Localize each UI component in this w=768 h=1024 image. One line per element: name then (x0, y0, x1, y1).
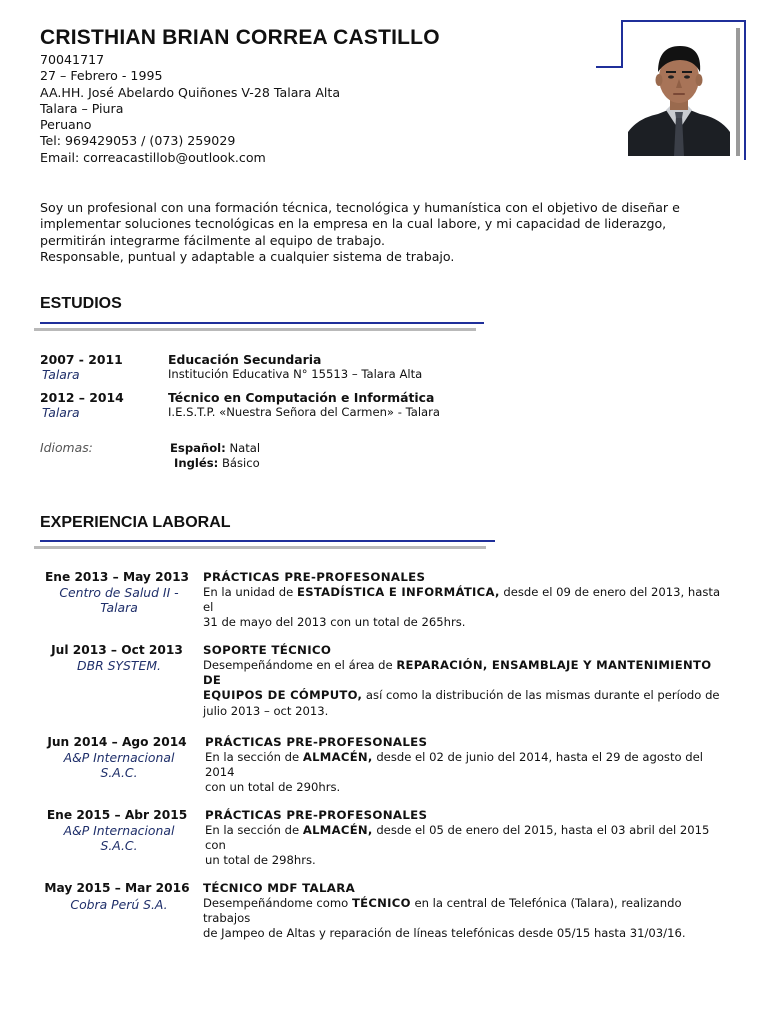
phone-line: Tel: 969429053 / (073) 259029 (40, 133, 236, 149)
job-dates: Jul 2013 – Oct 2013 (51, 643, 183, 657)
job-place (39, 585, 199, 615)
job-place-line: DBR SYSTEM. (77, 658, 161, 673)
job-role: SOPORTE TÉCNICO (203, 643, 332, 657)
experience-heading: EXPERIENCIA LABORAL (40, 514, 231, 531)
job-dates: Ene 2013 – May 2013 (44, 570, 190, 584)
job-place-line: Talara (100, 600, 138, 615)
language-name: Español: (170, 441, 226, 455)
nationality-line: Peruano (40, 117, 92, 133)
study-years: 2007 - 2011 (40, 352, 123, 367)
job-place (39, 658, 199, 673)
job-desc-line: Desempeñándome en el área de REPARACIÓN, ENSAMBLAJE Y MANTENIMIENTO DE (203, 658, 712, 688)
study-degree: Educación Secundaria (168, 352, 322, 367)
job-desc-line: con un total de 290hrs. (205, 780, 341, 795)
studies-rule-grey (34, 328, 476, 331)
profile-photo (628, 34, 730, 156)
study-place: Talara (42, 405, 80, 420)
job-place (39, 750, 199, 780)
language-row (174, 456, 260, 470)
job-desc-line: Desempeñándome como TÉCNICO en la central de Telefónica (Talara), realizando trabajos (203, 896, 682, 926)
job-desc-line: En la sección de ALMACÉN, desde el 02 de junio del 2014, hasta el 29 de agosto del 2014 (205, 750, 704, 780)
address-line: AA.HH. José Abelardo Quiñones V-28 Talara Alta (40, 84, 341, 100)
job-desc-line: En la sección de ALMACÉN, desde el 05 de enero del 2015, hasta el 03 abril del 2015 con (205, 823, 710, 853)
studies-heading: ESTUDIOS (40, 295, 122, 312)
photo-frame-left (621, 20, 623, 68)
job-description (203, 658, 731, 719)
job-place-line: Cobra Perú S.A. (70, 897, 168, 912)
candidate-name: CRISTHIAN BRIAN CORREA CASTILLO (40, 26, 440, 49)
dni-line: 70041717 (40, 52, 105, 67)
summary-paragraph: Soy un profesional con una formación técnica, tecnológica y humanística con el objetivo de diseñar e implementar soluciones tecnológicas en la empresa en la cual labore, y mi capacidad de liderazgo, permitirán integrarme fácilmente al equipo de trabajo. (40, 200, 680, 248)
experience-rule-blue (40, 540, 495, 542)
job-place-line: A&P Internacional (63, 750, 175, 765)
job-role: PRÁCTICAS PRE-PROFESONALES (205, 735, 428, 749)
job-place-line: A&P Internacional (63, 823, 175, 838)
job-desc-line: 31 de mayo del 2013 con un total de 265hrs. (203, 615, 466, 630)
job-desc-line: julio 2013 – oct 2013. (203, 703, 329, 718)
study-years: 2012 – 2014 (40, 390, 124, 405)
language-level: Natal (229, 441, 261, 455)
contact-block (40, 52, 340, 166)
job-dates: May 2015 – Mar 2016 (44, 881, 190, 895)
job-dates: Jun 2014 – Ago 2014 (47, 735, 187, 749)
job-place-line: Centro de Salud II - (59, 585, 179, 600)
photo-shadow (736, 28, 740, 156)
job-dates: Ene 2015 – Abr 2015 (46, 808, 188, 822)
job-description (205, 750, 733, 796)
job-place-line: S.A.C. (100, 838, 138, 853)
languages-label: Idiomas: (40, 440, 93, 455)
experience-rule-grey (34, 546, 486, 549)
birthdate-line: 27 – Febrero - 1995 (40, 68, 163, 84)
profile-summary (40, 200, 720, 266)
city-line: Talara – Piura (40, 100, 124, 116)
job-desc-line: de Jampeo de Altas y reparación de líneas telefónicas desde 05/15 hasta 31/03/16. (203, 926, 686, 941)
study-institution: I.E.S.T.P. «Nuestra Señora del Carmen» - Talara (168, 405, 441, 419)
job-description (203, 896, 731, 942)
study-degree: Técnico en Computación e Informática (168, 390, 435, 405)
photo-frame-tab (596, 66, 623, 68)
photo-frame-top (622, 20, 746, 22)
study-place: Talara (42, 367, 80, 382)
job-desc-line: EQUIPOS DE CÓMPUTO, así como la distribución de las mismas durante el período de (203, 688, 720, 703)
job-role: PRÁCTICAS PRE-PROFESONALES (205, 808, 428, 822)
summary-line: Responsable, puntual y adaptable a cualquier sistema de trabajo. (40, 249, 455, 265)
study-institution: Institución Educativa N° 15513 – Talara Alta (168, 367, 423, 381)
job-place-line: S.A.C. (100, 765, 138, 780)
job-role: TÉCNICO MDF TALARA (203, 881, 356, 895)
photo-frame-right (744, 20, 746, 160)
language-row (170, 441, 260, 455)
job-desc-line: En la unidad de ESTADÍSTICA E INFORMÁTICA, desde el 09 de enero del 2013, hasta el (203, 585, 721, 615)
email-line: Email: correacastillob@outlook.com (40, 149, 266, 165)
studies-rule-blue (40, 322, 484, 324)
language-level: Básico (221, 456, 260, 470)
job-role: PRÁCTICAS PRE-PROFESONALES (203, 570, 426, 584)
job-description (203, 585, 731, 631)
language-name: Inglés: (174, 456, 219, 470)
job-desc-line: un total de 298hrs. (205, 853, 316, 868)
job-place (39, 823, 199, 853)
job-description (205, 823, 733, 869)
job-place (39, 897, 199, 912)
